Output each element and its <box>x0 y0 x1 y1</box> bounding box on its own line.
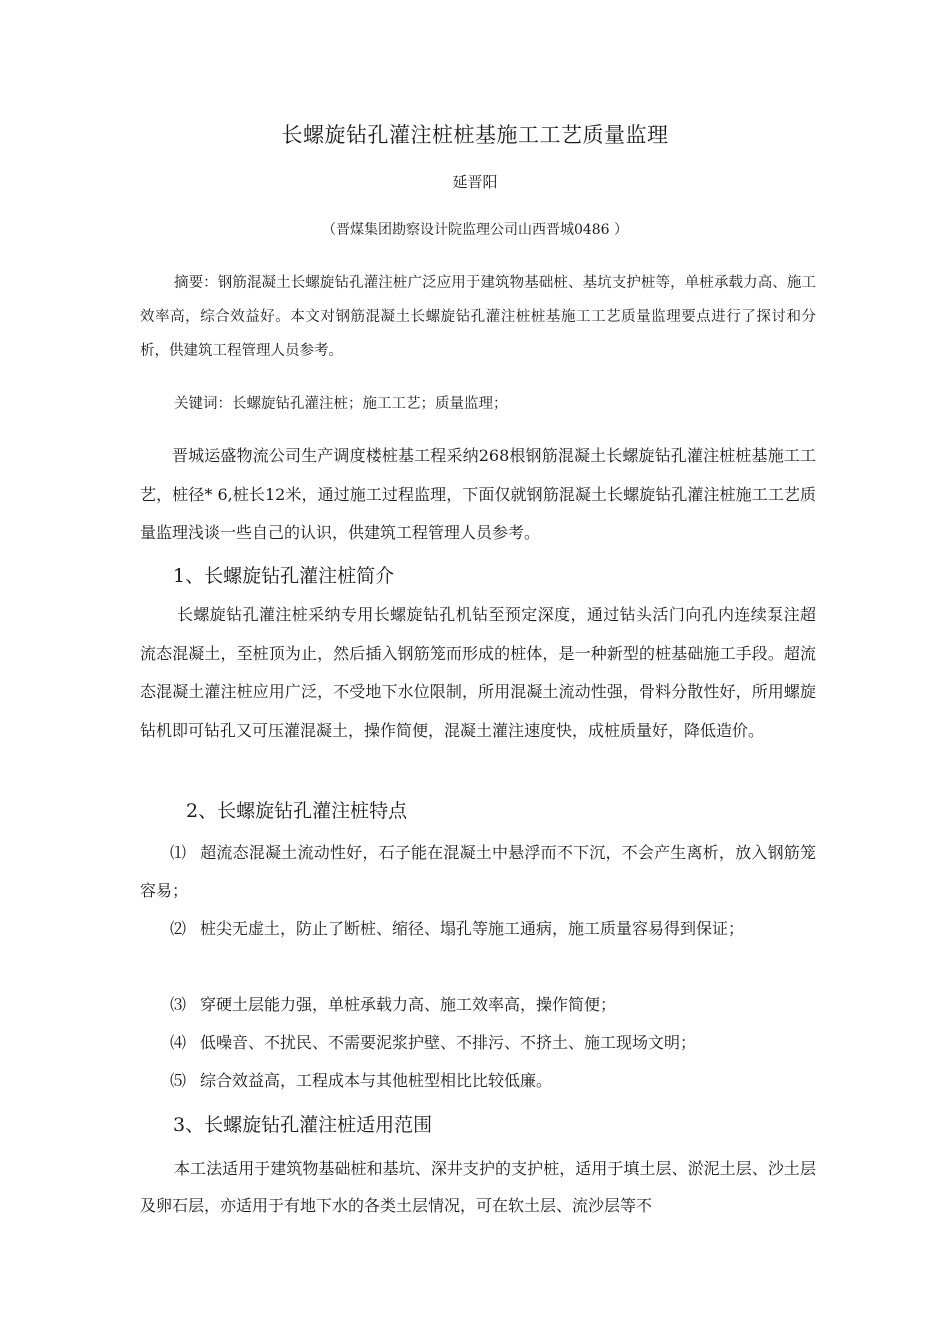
section-3-paragraph: 本工法适用于建筑物基础桩和基坑、深井支护的支护桩，适用于填土层、淤泥土层、沙土层及卵石层，亦适用于有地下水的各类土层情况，可在软土层、流沙层等不 <box>140 1159 816 1215</box>
author-name: 延晋阳 <box>452 173 498 191</box>
author-affiliation: （晋煤集团勘察设计院监理公司山西晋城0486 ） <box>321 222 629 238</box>
list-item-number: ⑶ <box>170 995 187 1014</box>
feature-list-item <box>140 910 816 948</box>
feature-list-item <box>140 834 816 910</box>
list-item-text: 超流态混凝土流动性好，石子能在混凝土中悬浮而不下沉，不会产生离析，放入钢筋笼容易； <box>140 843 816 900</box>
section-heading-1: 1、长螺旋钻孔灌注桩简介 <box>173 565 395 587</box>
list-item-number: ⑸ <box>170 1071 187 1090</box>
list-item-text: 穿硬土层能力强，单桩承载力高、施工效率高，操作简便； <box>200 995 617 1014</box>
abstract-paragraph: 摘要：钢筋混凝土长螺旋钻孔灌注桩广泛应用于建筑物基础桩、基坑支护桩等，单桩承载力高、施工效率高，综合效益好。本文对钢筋混凝土长螺旋钻孔灌注桩桩基施工工艺质量监理要点进行了探讨和分析，供建筑工程管理人员参考。 <box>140 275 816 359</box>
section-heading-3: 3、长螺旋钻孔灌注桩适用范围 <box>173 1114 433 1136</box>
list-item-text: 综合效益高，工程成本与其他桩型相比比较低廉。 <box>200 1071 553 1090</box>
section-1-paragraph: 长螺旋钻孔灌注桩采纳专用长螺旋钻孔机钻至预定深度，通过钻头活门向孔内连续泵注超流态混凝土，至桩顶为止，然后插入钢筋笼而形成的桩体，是一种新型的桩基础施工手段。超流态混凝土灌注桩应用广泛，不受地下水位限制，所用混凝土流动性强，骨料分散性好，所用螺旋钻机即可钻孔又可压灌混凝土，操作简便，混凝土灌注速度快，成桩质量好，降低造价。 <box>140 605 816 740</box>
feature-list-item <box>140 986 816 1024</box>
intro-paragraph: 晋城运盛物流公司生产调度楼桩基工程采纳268根钢筋混凝土长螺旋钻孔灌注桩桩基施工工艺，桩径* 6,桩长12米，通过施工过程监理，下面仅就钢筋混凝土长螺旋钻孔灌注桩施工工艺质量监理浅谈一些自己的认识，供建筑工程管理人员参考。 <box>140 446 816 542</box>
list-item-text: 低噪音、不扰民、不需要泥浆护壁、不排污、不挤土、施工现场文明； <box>200 1033 697 1052</box>
list-item-number: ⑷ <box>170 1033 187 1052</box>
list-item-text: 桩尖无虚土，防止了断桩、缩径、塌孔等施工通病，施工质量容易得到保证； <box>200 919 745 938</box>
section-heading-2: 2、长螺旋钻孔灌注桩特点 <box>186 800 408 822</box>
feature-list-item <box>140 1062 816 1100</box>
keywords-line: 关键词：长螺旋钻孔灌注桩；施工工艺；质量监理； <box>174 396 508 412</box>
list-item-number: ⑵ <box>170 919 187 938</box>
feature-list-item <box>140 1024 816 1062</box>
page-title: 长螺旋钻孔灌注桩桩基施工工艺质量监理 <box>281 123 669 147</box>
list-item-number: ⑴ <box>170 843 187 862</box>
